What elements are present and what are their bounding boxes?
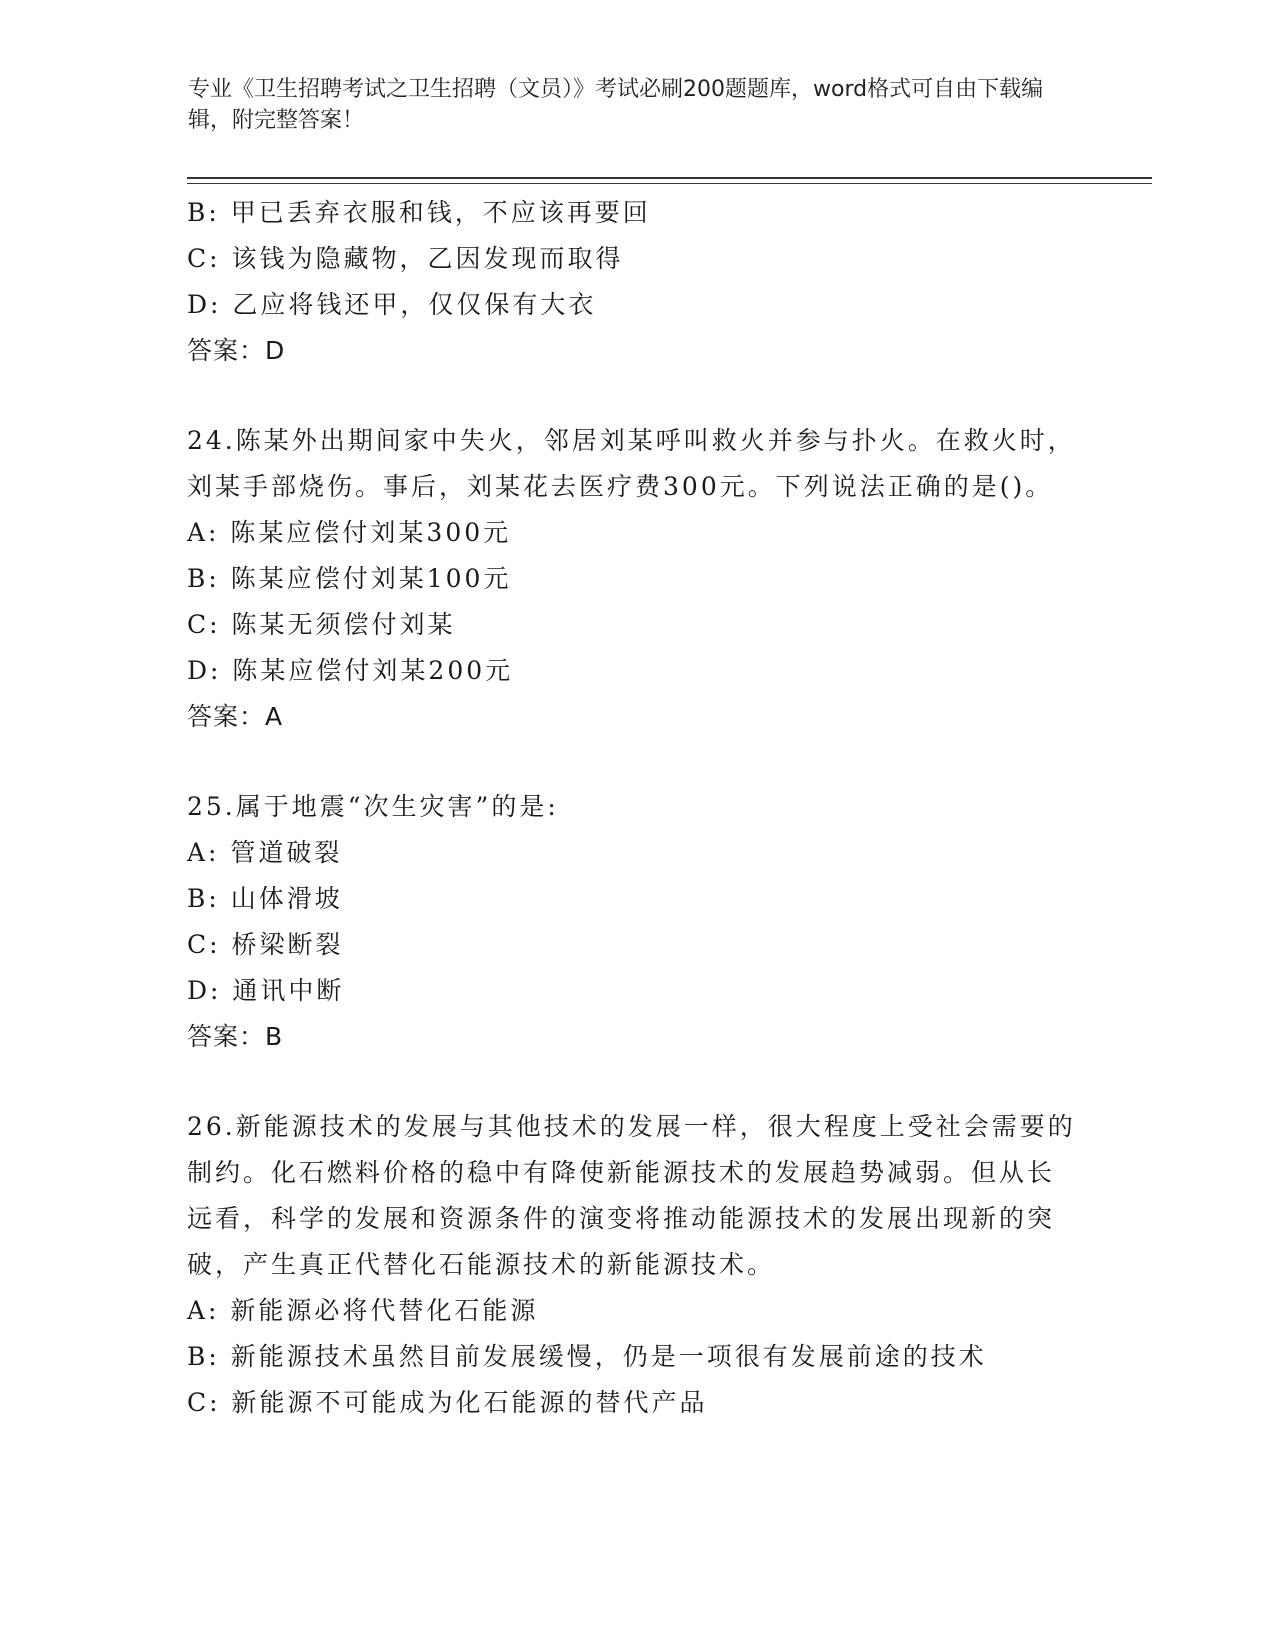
answer: 答案：A [187, 702, 284, 731]
option-b: B: 新能源技术虽然目前发展缓慢，仍是一项很有发展前途的技术 [187, 1342, 987, 1371]
option-b: B: 山体滑坡 [187, 884, 343, 913]
header-divider-thick [187, 177, 1152, 179]
question-25 [187, 784, 1077, 1060]
spacer [187, 740, 1077, 784]
option-c: C: 桥梁断裂 [187, 930, 344, 959]
option-d: D: 通讯中断 [187, 976, 345, 1005]
option-a: A: 新能源必将代替化石能源 [187, 1296, 539, 1325]
page-header: 专业《卫生招聘考试之卫生招聘（文员）》考试必刷200题题库，word格式可自由下载编辑，附完整答案！ [188, 77, 1044, 133]
option-a: A: 管道破裂 [187, 838, 343, 867]
question-content [187, 190, 1077, 1426]
question-stem: 24.陈某外出期间家中失火，邻居刘某呼叫救火并参与扑火。在救火时，刘某手部烧伤。事后，刘某花去医疗费300元。下列说法正确的是()。 [187, 426, 1076, 501]
header-divider-thin [187, 183, 1152, 184]
option-c: C: 新能源不可能成为化石能源的替代产品 [187, 1388, 708, 1417]
spacer [187, 374, 1077, 418]
option-a: A: 陈某应偿付刘某300元 [187, 518, 512, 547]
answer: 答案：B [187, 1022, 284, 1051]
option-b: B: 甲已丢弃衣服和钱，不应该再要回 [187, 198, 651, 227]
question-24 [187, 418, 1077, 740]
answer: 答案：D [187, 336, 286, 365]
option-d: D: 陈某应偿付刘某200元 [187, 656, 514, 685]
option-b: B: 陈某应偿付刘某100元 [187, 564, 512, 593]
option-c: C: 该钱为隐藏物，乙因发现而取得 [187, 244, 624, 273]
question-stem: 25.属于地震“次生灾害”的是: [187, 792, 559, 821]
prev-question [187, 190, 1077, 374]
question-stem: 26.新能源技术的发展与其他技术的发展一样，很大程度上受社会需要的制约。化石燃料价格的稳中有降使新能源技术的发展趋势减弱。但从长远看，科学的发展和资源条件的演变将推动能源技术的发展出现新的突破，产生真正代替化石能源技术的新能源技术。 [187, 1112, 1076, 1279]
option-c: C: 陈某无须偿付刘某 [187, 610, 456, 639]
spacer [187, 1060, 1077, 1104]
option-d: D: 乙应将钱还甲，仅仅保有大衣 [187, 290, 597, 319]
question-26 [187, 1104, 1077, 1426]
